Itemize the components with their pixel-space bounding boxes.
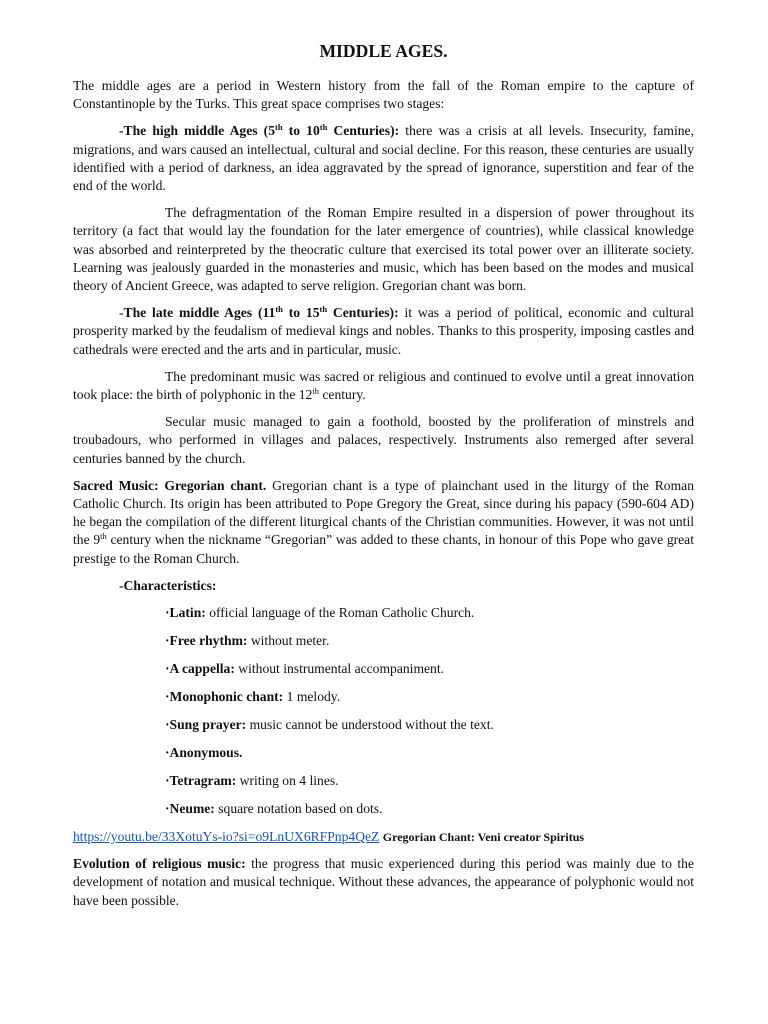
late-heading-part-b: to 15 <box>282 305 320 321</box>
high-middle-ages-text: there was a crisis at all levels. Insecurity, famine, migrations, and wars caused an intellectual, cultural and social decline. For this reason, these centuries are usually identified with a period of darkness, an idea aggravated by the spread of ignorance, superstition and fear of the end of the world. <box>73 123 694 194</box>
high-heading-part-c: Centuries): <box>327 123 400 139</box>
predominant-text-a: The predominant music was sacred or religious and continued to evolve until a great innovation took place: the birth of polyphonic in the 12 <box>73 368 694 403</box>
video-link[interactable]: https://youtu.be/33XotuYs-io?si=o9LnUX6RFPnp4QeZ <box>73 829 380 845</box>
characteristic-label: ·Neume: <box>165 801 215 817</box>
characteristic-item-free-rhythm <box>165 632 694 650</box>
sacred-sup: th <box>100 531 107 542</box>
characteristic-item-monophonic <box>165 688 694 706</box>
predominant-sup: th <box>312 386 319 397</box>
intro-paragraph: The middle ages are a period in Western history from the fall of the Roman empire to the capture of Constantinople by the Turks. This great space comprises two stages: <box>73 78 694 112</box>
high-middle-ages-paragraph <box>73 122 694 195</box>
document-page <box>73 40 694 919</box>
characteristic-text: 1 melody. <box>283 689 341 705</box>
characteristic-text: without instrumental accompaniment. <box>234 661 445 677</box>
late-heading-sup-2: th <box>319 304 328 315</box>
video-link-line <box>73 828 694 846</box>
high-heading-part-a: -The high middle Ages (5 <box>119 123 275 139</box>
characteristic-label: ·Tetragram: <box>165 773 237 789</box>
video-caption: Gregorian Chant: Veni creator Spiritus <box>382 830 585 845</box>
page-title: MIDDLE AGES. <box>319 41 448 61</box>
evolution-paragraph <box>73 855 694 910</box>
secular-music-paragraph: Secular music managed to gain a foothold, boosted by the proliferation of minstrels and troubadours, who performed in villages and palaces, respectively. Instruments also remerged after several centuries banned by the church. <box>73 414 694 466</box>
characteristic-item-anonymous <box>165 744 694 762</box>
characteristic-label: ·Sung prayer: <box>165 717 247 733</box>
characteristic-item-sung-prayer <box>165 716 694 734</box>
late-heading-part-c: Centuries): <box>327 305 399 321</box>
sacred-music-heading: Sacred Music: Gregorian chant. <box>73 477 267 493</box>
sacred-text-a: Gregorian chant is a type of plainchant used in the liturgy of the Roman Catholic Church. Its origin has been attributed to Pope Gregory the Great, since during his papacy (590-604 AD) he began the compilation of the different liturgical chants of the Christian communities. However, it was not until the 9 <box>73 477 694 548</box>
defragmentation-paragraph: The defragmentation of the Roman Empire resulted in a dispersion of power throughout its territory (a fact that would lay the foundation for the later emergence of countries), while classical knowledge was absorbed and reinterpreted by the theocratic culture that exercised its total power over an illiterate society. Learning was jealously guarded in the monasteries and music, which has been based on the modes and musical theory of Ancient Greece, was adapted to serve religion. Gregorian chant was born. <box>73 205 694 294</box>
high-heading-sup-2: th <box>319 122 328 133</box>
evolution-text: the progress that music experienced during this period was mainly due to the development of notation and musical technique. Without these advances, the appearance of polyphonic would not have been possible. <box>73 856 694 908</box>
evolution-heading: Evolution of religious music: <box>73 856 246 872</box>
characteristic-text: without meter. <box>247 633 330 649</box>
late-heading-sup-1: th <box>275 304 283 315</box>
late-middle-ages-paragraph <box>73 304 694 359</box>
characteristic-item-neume <box>165 800 694 818</box>
characteristic-label: ·Latin: <box>165 605 206 621</box>
characteristic-item-tetragram <box>165 772 694 790</box>
sacred-music-paragraph <box>73 477 694 568</box>
high-heading-sup-1: th <box>275 122 283 133</box>
characteristic-label: ·Monophonic chant: <box>165 689 284 705</box>
characteristic-label: ·A cappella: <box>165 661 235 677</box>
characteristics-heading <box>119 577 694 595</box>
characteristic-text: writing on 4 lines. <box>236 773 339 789</box>
characteristic-label: ·Free rhythm: <box>165 633 248 649</box>
characteristic-item-latin <box>165 604 694 622</box>
high-heading-part-b: to 10 <box>282 123 320 139</box>
predominant-music-paragraph <box>73 368 694 404</box>
late-dash: - <box>119 305 124 321</box>
characteristic-text: official language of the Roman Catholic Church. <box>205 605 475 621</box>
characteristic-label: ·Anonymous. <box>165 745 243 761</box>
sacred-text-b: century when the nickname “Gregorian” was added to these chants, in honour of this Pope who gave great prestige to the Roman Church. <box>73 532 694 566</box>
characteristic-text: music cannot be understood without the text. <box>246 717 494 733</box>
characteristic-text: square notation based on dots. <box>214 801 383 817</box>
late-heading-part-a: The late middle Ages (11 <box>123 305 276 321</box>
predominant-text-b: century. <box>318 387 366 403</box>
high-middle-ages-heading <box>119 123 399 138</box>
late-middle-ages-heading <box>124 305 399 320</box>
characteristic-item-a-cappella <box>165 660 694 678</box>
characteristics-heading-text: -Characteristics: <box>119 577 217 593</box>
late-middle-ages-text: it was a period of political, economic and cultural prosperity marked by the feudalism of medieval kings and nobles. Thanks to this prosperity, imposing castles and cathedrals were erected and the arts and in particular, music. <box>73 305 694 357</box>
